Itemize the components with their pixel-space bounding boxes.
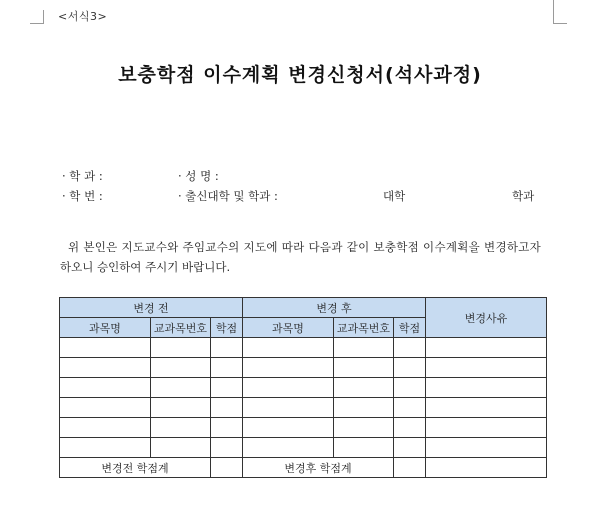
table-cell[interactable]	[334, 338, 394, 358]
crop-mark-top-left-h	[30, 23, 43, 24]
table-row	[60, 438, 547, 458]
origin-school-label: · 출신대학 및 학과 :	[178, 189, 278, 203]
table-cell[interactable]	[243, 358, 334, 378]
before-course-name-header: 과목명	[60, 318, 151, 338]
table-cell[interactable]	[394, 398, 426, 418]
before-total-value[interactable]	[211, 458, 243, 478]
table-cell[interactable]	[243, 438, 334, 458]
table-cell[interactable]	[334, 438, 394, 458]
table-cell[interactable]	[151, 438, 211, 458]
table-cell[interactable]	[394, 338, 426, 358]
crop-mark-top-right	[553, 0, 554, 24]
table-cell[interactable]	[151, 358, 211, 378]
table-cell[interactable]	[151, 338, 211, 358]
table-cell[interactable]	[211, 358, 243, 378]
table-cell[interactable]	[334, 378, 394, 398]
table-cell[interactable]	[243, 398, 334, 418]
college-suffix: 대학	[383, 189, 406, 203]
statement-line-1: 위 본인은 지도교수와 주임교수의 지도에 따라 다음과 같이 보충학점 이수계획을 변경하고자	[68, 240, 542, 254]
table-row	[60, 418, 547, 438]
table-total-row	[60, 458, 547, 478]
table-row	[60, 358, 547, 378]
table-cell[interactable]	[426, 438, 547, 458]
table-cell[interactable]	[60, 398, 151, 418]
table-cell[interactable]	[151, 378, 211, 398]
table-cell[interactable]	[243, 338, 334, 358]
table-cell[interactable]	[60, 438, 151, 458]
table-cell[interactable]	[60, 418, 151, 438]
before-change-header: 변경 전	[60, 298, 243, 318]
table-cell[interactable]	[211, 438, 243, 458]
document-title: 보충학점 이수계획 변경신청서(석사과정)	[118, 64, 482, 86]
before-total-label: 변경전 학점계	[60, 458, 211, 478]
table-row	[60, 378, 547, 398]
table-cell[interactable]	[334, 418, 394, 438]
student-id-label: · 학 번 :	[62, 189, 103, 203]
after-course-code-header: 교과목번호	[334, 318, 394, 338]
table-cell[interactable]	[394, 418, 426, 438]
table-cell[interactable]	[211, 418, 243, 438]
change-reason-header: 변경사유	[426, 298, 547, 338]
table-header-row-1	[60, 298, 547, 318]
name-label: · 성 명 :	[178, 169, 219, 183]
table-cell[interactable]	[426, 418, 547, 438]
statement-line-2: 하오니 승인하여 주시기 바랍니다.	[60, 260, 231, 274]
table-cell[interactable]	[60, 338, 151, 358]
table-cell[interactable]	[426, 358, 547, 378]
after-change-header: 변경 후	[243, 298, 426, 318]
table-cell[interactable]	[211, 338, 243, 358]
table-cell[interactable]	[151, 418, 211, 438]
crop-mark-top-right-h	[553, 23, 567, 24]
table-row	[60, 398, 547, 418]
table-cell[interactable]	[334, 398, 394, 418]
dept-label: · 학 과 :	[62, 169, 103, 183]
table-cell[interactable]	[211, 398, 243, 418]
table-cell[interactable]	[334, 358, 394, 378]
major-suffix: 학과	[512, 189, 535, 203]
form-number: <서식3>	[58, 10, 108, 23]
before-course-code-header: 교과목번호	[151, 318, 211, 338]
crop-mark-top-left	[43, 10, 44, 24]
table-cell[interactable]	[394, 358, 426, 378]
table-cell[interactable]	[426, 378, 547, 398]
table-cell[interactable]	[394, 438, 426, 458]
table-cell[interactable]	[151, 398, 211, 418]
after-credit-header: 학점	[394, 318, 426, 338]
table-cell[interactable]	[426, 338, 547, 358]
after-total-value[interactable]	[394, 458, 426, 478]
table-cell[interactable]	[394, 378, 426, 398]
table-cell[interactable]	[211, 378, 243, 398]
table-cell[interactable]	[60, 358, 151, 378]
after-course-name-header: 과목명	[243, 318, 334, 338]
reason-total-cell[interactable]	[426, 458, 547, 478]
table-row	[60, 338, 547, 358]
before-credit-header: 학점	[211, 318, 243, 338]
table-cell[interactable]	[243, 418, 334, 438]
after-total-label: 변경후 학점계	[243, 458, 394, 478]
table-cell[interactable]	[243, 378, 334, 398]
table-cell[interactable]	[60, 378, 151, 398]
request-statement	[60, 237, 550, 277]
table-cell[interactable]	[426, 398, 547, 418]
course-change-table	[59, 297, 547, 478]
